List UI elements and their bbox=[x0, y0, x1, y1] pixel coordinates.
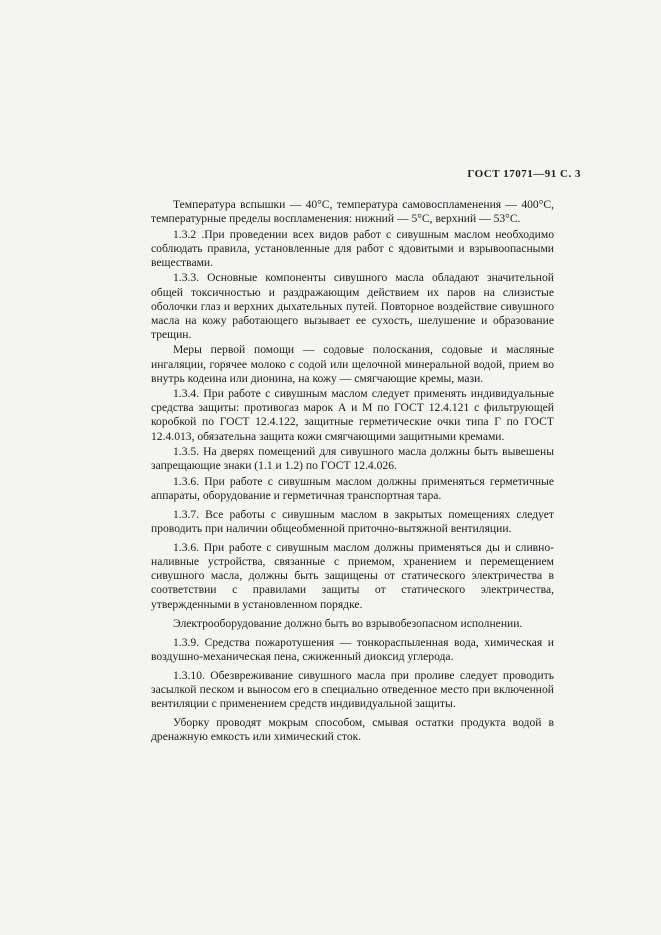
paragraph: 1.3.2 .При проведении всех видов работ с сивушным маслом необходимо соблюдать правила, установленные для работ с ядовитыми и взрывоопасными веществами. bbox=[151, 227, 554, 269]
paragraph: 1.3.6. При работе с сивушным маслом должны применяться герметичные аппараты, оборудование и герметичная транспортная тара. bbox=[151, 474, 554, 502]
paragraph: Температура вспышки — 40°С, температура самовоспламенения — 400°С, температурные пределы воспламенения: нижний — 5°С, верхний — 53°С. bbox=[151, 198, 554, 226]
paragraph: 1.3.7. Все работы с сивушным маслом в закрытых помещениях следует проводить при наличии общеобменной приточно-вытяжной вентиляции. bbox=[151, 507, 554, 536]
paragraph: Уборку проводят мокрым способом, смывая остатки продукта водой в дренажную емкость или химический сток. bbox=[151, 716, 554, 744]
paragraph: 1.3.9. Средства пожаротушения — тонкораспыленная вода, химическая и воздушно-механическая пена, сжиженный диоксид углерода. bbox=[151, 635, 554, 663]
paragraph: 1.3.6. При работе с сивушным маслом должны применяться ды и сливно-наливные устройства, связанные с приемом, хранением и перемещением сивушного масла, должны быть защищены от статического электричества в соответствии с правилами защиты от статического электричества, утвержденными в установленном порядке. bbox=[151, 541, 554, 611]
body-text bbox=[151, 198, 554, 746]
paragraph: Электрооборудование должно быть во взрывобезопасном исполнении. bbox=[173, 616, 523, 630]
paragraph: 1.3.4. При работе с сивушным маслом следует применять индивидуальные средства защиты: противогаз марок А и М по ГОСТ 12.4.121 с фильтрующей коробкой по ГОСТ 12.4.122, защитные герметические очки типа Г по ГОСТ 12.4.013, обязательна защита кожи смягчающими защитными кремами. bbox=[151, 387, 554, 443]
paragraph: 1.3.10. Обезвреживание сивушного масла при проливе следует проводить засылкой песком и выносом его в специально отведенное место при включенной вентиляции с применением средств индивидуальной защиты. bbox=[151, 668, 554, 711]
paragraph: 1.3.3. Основные компоненты сивушного масла обладают значительной общей токсичностью и раздражающим действием их паров на слизистые оболочки глаз и верхних дыхательных путей. Повторное воздействие сивушного масла на кожу работающего вызывает ее сухость, шелушение и образование трещин. bbox=[151, 271, 554, 341]
paragraph: 1.3.5. На дверях помещений для сивушного масла должны быть вывешены запрещающие знаки (1.1 и 1.2) по ГОСТ 12.4.026. bbox=[151, 445, 554, 473]
page-header: ГОСТ 17071—91 С. 3 bbox=[467, 168, 581, 180]
paragraph: Меры первой помощи — содовые полоскания, содовые и масляные ингаляции, горячее молоко с содой или щелочной минеральной водой, прием во внутрь кодеина или дионина, на кожу — смягчающие кремы, мази. bbox=[151, 343, 554, 385]
